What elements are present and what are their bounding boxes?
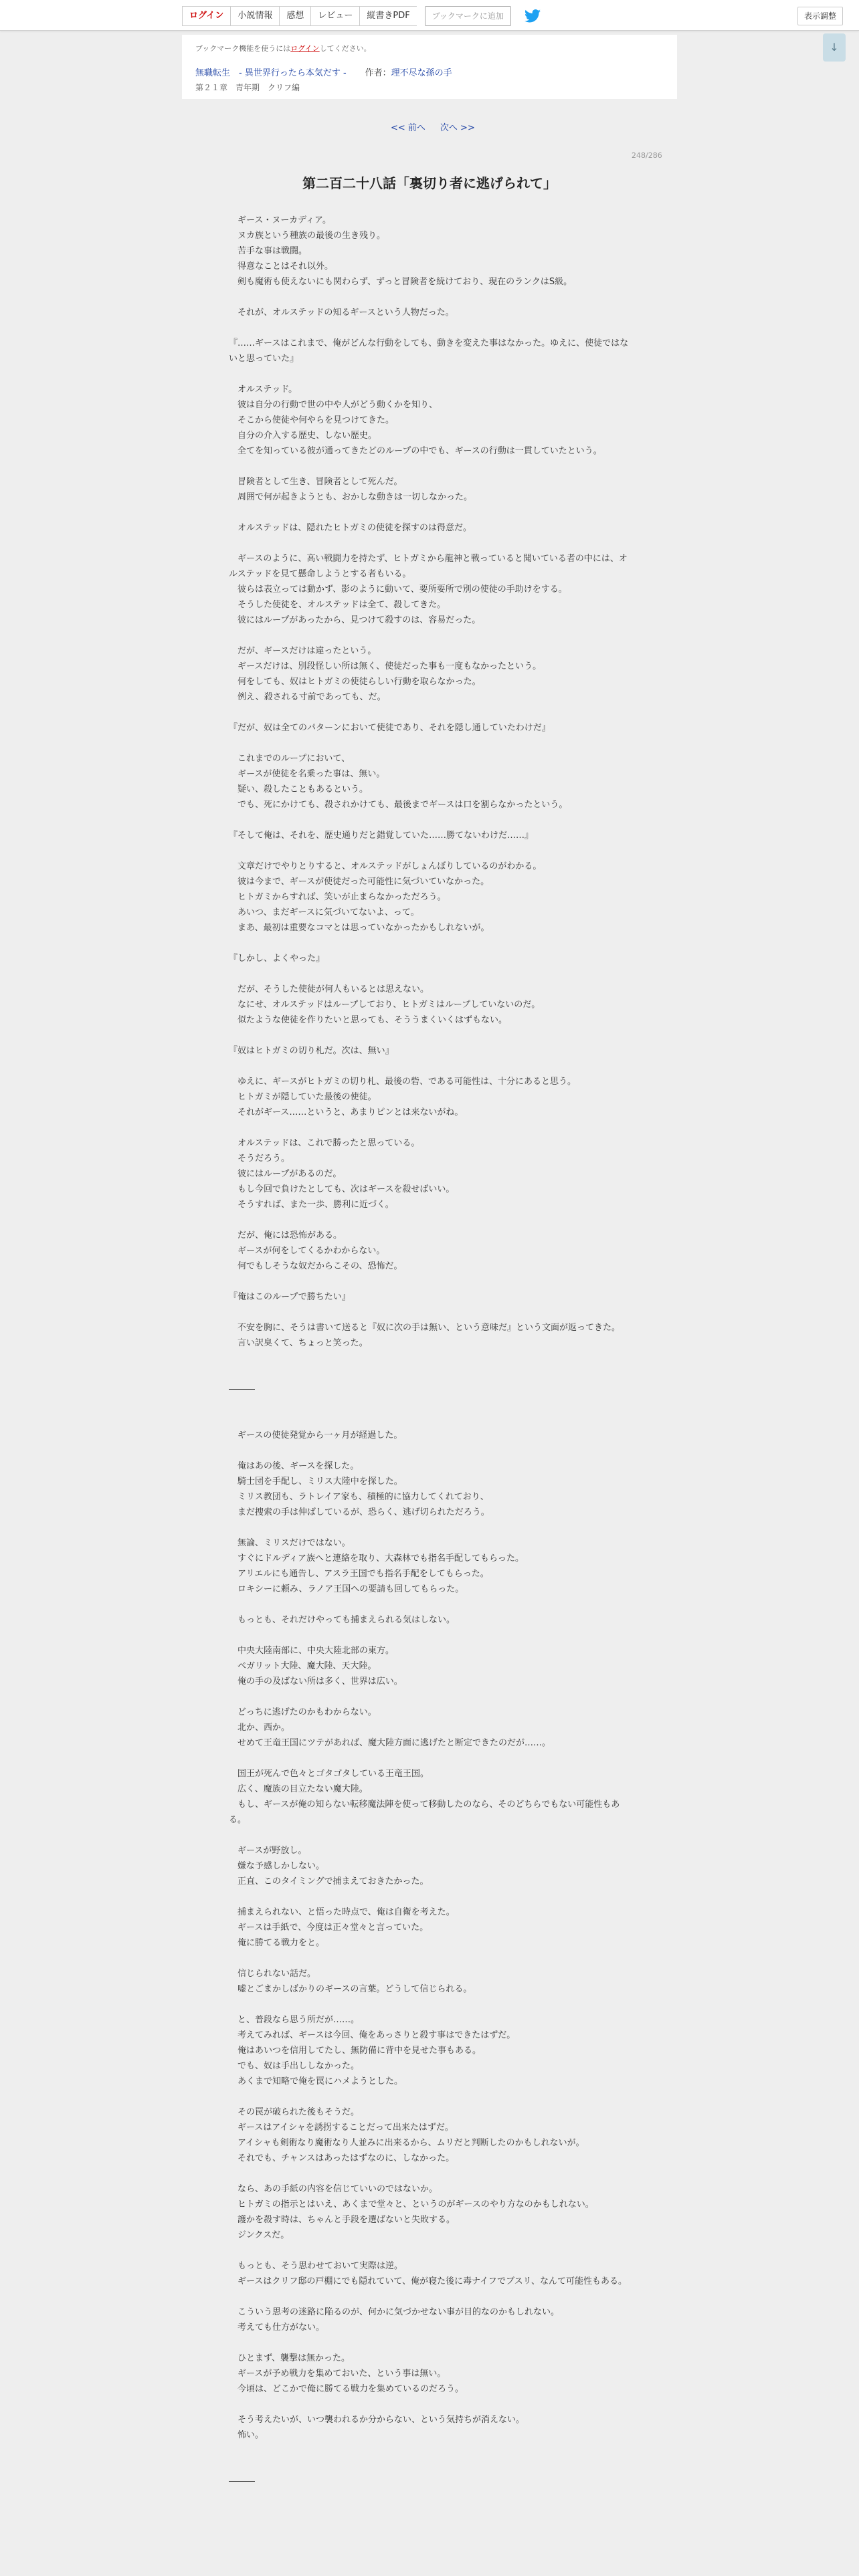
paragraph [229,505,630,520]
paragraph: 怖い。 [229,2430,264,2440]
paragraph: だが、俺には恐怖がある。 [229,1230,343,1241]
paragraph: もし、ギースが俺の知らない転移魔法陣を使って移動したのなら、そのどちらでもない可能性もある。 [229,1800,620,1825]
paragraph: 考えてみれば、ギースは今回、俺をあっさりと殺す事はできたはずだ。 [229,2030,516,2040]
paragraph: ヌカ族という種族の最後の生き残り。 [229,231,386,241]
paragraph: 『俺はこのループで勝ちたい』 [229,1292,351,1302]
paragraph: だが、そうした使徒が何人もいるとは思えない。 [229,984,430,994]
paragraph [229,1120,630,1136]
paragraph: ギースの使徒発覚から一ヶ月が経過した。 [229,1430,403,1440]
paragraph: 正直、このタイミングで捕まえておきたかった。 [229,1876,429,1887]
paragraph: まあ、最初は重要なコマとは思っていなかったかもしれないが。 [229,923,490,933]
paragraph [229,628,630,643]
paragraph: アリエルにも通告し、アスラ王国でも指名手配をしてもらった。 [229,1569,489,1579]
author-link[interactable]: 理不尽な孫の手 [391,68,452,78]
paragraph: 考えても仕方がない。 [229,2323,325,2333]
paragraph: 『そして俺は、それを、歴史通りだと錯覚していた……勝てないわけだ……』 [229,831,534,841]
paragraph: ゆえに、ギースがヒトガミの切り札、最後の砦、である可能性は、十分にあると思う。 [229,1077,576,1087]
paragraph: ギース・ヌーカディア。 [229,215,332,225]
paragraph: ギースはアイシャを誘拐することだって出来たはずだ。 [229,2123,454,2133]
paragraph [229,290,630,305]
paragraph: ギースが何をしてくるかわからない。 [229,1246,385,1256]
page-count: 248/286 [632,151,662,160]
paragraph [229,1366,630,1382]
paragraph [229,320,630,336]
paragraph: あいつ、まだギースに気づいてないよ、って。 [229,907,419,918]
novel-info-link[interactable]: 小説情報 [230,6,279,26]
paragraph [229,705,630,720]
paragraph [229,1951,630,1966]
paragraph: これまでのループにおいて、 [229,754,351,764]
paragraph: 信じられない話だ。 [229,1969,316,1979]
paragraph: 言い訳臭くて、ちょっと笑った。 [229,1338,368,1348]
paragraph: 北か、西か。 [229,1723,290,1733]
paragraph [229,2397,630,2412]
paragraph: 騎士団を手配し、ミリス大陸中を探した。 [229,1477,403,1487]
paragraph: 例え、殺される寸前であっても、だ。 [229,692,386,702]
paragraph: 『……ギースはこれまで、俺がどんな行動をしても、動きを変えた事はなかった。ゆえに、使徒ではないと思っていた』 [229,338,629,364]
paragraph: 今頃は、どこかで俺に勝てる戦力を集めているのだろう。 [229,2384,464,2394]
paragraph: 俺はあいつを信用してたし、無防備に背中を見せた事もある。 [229,2046,482,2056]
paragraph: 苦手な事は戦闘。 [229,246,308,256]
chapter-subtitle: 第２１章 青年期 クリフ編 [195,83,300,92]
paragraph: 嫌な予感しかしない。 [229,1861,325,1871]
paragraph: オルステッド。 [229,385,298,395]
pager [391,120,490,133]
paragraph: そうだろう。 [229,1154,290,1164]
display-settings-button[interactable]: 表示調整 [797,7,843,25]
paragraph: ギースが使徒を名乗った事は、無い。 [229,769,385,779]
paragraph: ベガリット大陸、魔大陸、天大陸。 [229,1661,377,1671]
paragraph: 彼にはループがあったから、見つけて殺すのは、容易だった。 [229,615,481,625]
paragraph: 彼は今まで、ギースが使徒だった可能性に気づいていなかった。 [229,877,490,887]
paragraph [229,1997,630,2012]
paragraph: 『だが、奴は全てのパターンにおいて使徒であり、それを隠し通していたわけだ』 [229,723,551,733]
paragraph [229,1274,630,1289]
paragraph: ロキシーに頼み、ラノア王国への要請も回してもらった。 [229,1584,464,1594]
add-bookmark-button[interactable]: ブックマークに追加 [425,6,511,26]
paragraph: 彼は自分の行動で世の中や人がどう動くかを知り、 [229,400,438,410]
paragraph: ――― [229,2476,255,2486]
paragraph: ヒトガミからすれば、笑いが止まらなかっただろう。 [229,892,446,902]
paragraph [229,1412,630,1428]
paragraph [229,1628,630,1643]
paragraph: でも、死にかけても、殺されかけても、最後までギースは口を割らなかったという。 [229,800,568,810]
paragraph: 文章だけでやりとりすると、オルステッドがしょんぼりしているのがわかる。 [229,861,542,871]
paragraph [229,1751,630,1766]
paragraph: と、普段なら思う所だが……。 [229,2015,360,2025]
paragraph [229,536,630,551]
top-header [0,0,859,31]
scroll-down-button[interactable]: ↓ [823,33,846,62]
author-label: 作者： [365,68,391,78]
paragraph: 『しかし、よくやった』 [229,954,325,964]
paragraph [229,1397,630,1412]
paragraph: ギースのように、高い戦闘力を持たず、ヒトガミから龍神と戦っていると聞いている者の中には、オルステッドを見て懸命しようとする者もいる。 [229,554,628,579]
paragraph: ギースが野放し。 [229,1846,307,1856]
paragraph [229,2289,630,2304]
paragraph: 似たような使徒を作りたいと思っても、そううまくいくはずもない。 [229,1015,508,1025]
chapter-title: 第二百二十八話「裏切り者に逃げられて」 [302,175,557,191]
paragraph: 疑い、殺したこともあるという。 [229,784,369,794]
paragraph: 彼にはループがあるのだ。 [229,1169,342,1179]
paragraph: まだ捜索の手は伸ばしているが、恐らく、逃げ切られただろう。 [229,1507,490,1517]
paragraph: すぐにドルディア族へと連絡を取り、大森林でも指名手配してもらった。 [229,1553,524,1564]
paragraph: 俺に勝てる戦力をと。 [229,1938,325,1948]
paragraph: どっちに逃げたのかもわからない。 [229,1707,377,1717]
paragraph: オルステッドは、隠れたヒトガミの使徒を探すのは得意だ。 [229,523,472,533]
paragraph: 俺の手の及ばない所は多く、世界は広い。 [229,1677,403,1687]
paragraph: そうすれば、また一歩、勝利に近づく。 [229,1200,394,1210]
paragraph [229,2089,630,2105]
paragraph: それが、オルステッドの知るギースという人物だった。 [229,308,454,318]
paragraph [229,1059,630,1074]
paragraph [229,1597,630,1612]
paragraph: そう考えたいが、いつ襲われるか分からない、という気持ちが消えない。 [229,2415,525,2425]
paragraph: せめて王竜王国にツテがあれば、魔大陸方面に逃げたと断定できたのだが……。 [229,1738,551,1748]
notice-login-link[interactable]: ログイン [290,44,320,53]
paragraph: そうした使徒を、オルステッドは全て、殺してきた。 [229,600,446,610]
paragraph: アイシャも剣術なり魔術なり人並みに出来るから、ムリだと判断したのかもしれないが。 [229,2138,585,2148]
vertical-pdf-link[interactable]: 縦書きPDF [359,6,416,26]
paragraph: 剣も魔術も使えないにも関わらず、ずっと冒険者を続けており、現在のランクはS級。 [229,277,573,287]
paragraph: 嘘とごまかしばかりのギースの言葉。どうして信じられる。 [229,1984,472,1994]
paragraph [229,1028,630,1043]
paragraph: 国王が死んで色々とゴタゴタしている王竜王国。 [229,1769,430,1779]
paragraph: もっとも、そう思わせておいて実際は逆。 [229,2261,403,2271]
paragraph: もっとも、それだけやっても捕まえられる気はしない。 [229,1615,456,1625]
paragraph: 彼らは表立っては動かず、影のように動いて、要所要所で別の使徒の手助けをする。 [229,584,567,595]
paragraph [229,1351,630,1366]
twitter-icon[interactable] [524,9,541,23]
paragraph [229,2166,630,2181]
paragraph: こういう思考の迷路に陥るのが、何かに気づかせない事が目的なのかもしれない。 [229,2307,560,2317]
paragraph: ミリス教団も、ラトレイア家も、積極的に協力してくれており、 [229,1492,489,1502]
paragraph: ギースは手紙で、今度は正々堂々と言っていた。 [229,1923,429,1933]
paragraph [229,936,630,951]
paragraph: 何でもしそうな奴だからこその、恐怖だ。 [229,1261,403,1271]
paragraph: その罠が破られた後もそうだ。 [229,2107,360,2117]
paragraph: 周囲で何が起きようとも、おかしな動きは一切しなかった。 [229,492,473,502]
paragraph: ヒトガミが隠していた最後の使徒。 [229,1092,377,1102]
paragraph [229,1889,630,1905]
paragraph: そこから使徒や何やらを見つけてきた。 [229,415,395,425]
paragraph: ジンクスだ。 [229,2230,290,2240]
paragraph: でも、奴は手出ししなかった。 [229,2061,360,2071]
paragraph: 中央大陸南部に、中央大陸北部の東方。 [229,1646,395,1656]
paragraph [229,1443,630,1459]
paragraph: 冒険者として生き、冒険者として死んだ。 [229,477,403,487]
paragraph: 広く、魔族の目立たない魔大陸。 [229,1784,368,1794]
paragraph: 全てを知っている彼が通ってきたどのループの中でも、ギースの行動は一貫していたという。 [229,446,602,456]
paragraph: もし今回で負けたとしても、次はギースを殺せばいい。 [229,1184,455,1194]
paragraph [229,1520,630,1535]
paragraph [229,2443,630,2458]
novel-info-box [182,35,677,99]
novel-title-line [195,66,452,78]
paragraph [229,843,630,859]
impressions-link[interactable]: 感想 [279,6,310,26]
paragraph: なら、あの手紙の内容を信じていいのではないか。 [229,2184,438,2194]
paragraph: あくまで知略で俺を罠にハメようとした。 [229,2076,403,2086]
paragraph: ――― [229,1384,255,1394]
novel-body-text [229,213,630,2489]
header-nav [182,5,541,27]
paragraph: ひとまず、襲撃は無かった。 [229,2353,350,2363]
paragraph: ギースが予め戦力を集めておいた、という事は無い。 [229,2369,446,2379]
paragraph [229,2335,630,2351]
paragraph [229,2458,630,2474]
paragraph: 得意なことはそれ以外。 [229,261,334,272]
paragraph: ヒトガミの指示とはいえ、あくまで堂々と、というのがギースのやり方なのかもしれない。 [229,2199,594,2210]
paragraph: それでも、チャンスはあったはずなのに、しなかった。 [229,2153,455,2163]
login-link[interactable]: ログイン [182,6,230,26]
paragraph: 不安を胸に、そうは書いて送ると『奴に次の手は無い、という意味だ』という文面が返ってきた。 [229,1323,621,1333]
paragraph [229,1828,630,1843]
paragraph: 護かを殺す時は、ちゃんと手段を選ばないと失敗する。 [229,2215,456,2225]
paragraph [229,736,630,751]
novel-title-link[interactable]: 無職転生 - 異世界行ったら本気だす - [195,68,347,78]
paragraph: ギースだけは、別段怪しい所は無く、使徒だった事も一度もなかったという。 [229,661,542,671]
paragraph: 『奴はヒトガミの切り札だ。次は、無い』 [229,1046,394,1056]
paragraph [229,813,630,828]
paragraph: なにせ、オルステッドはループしており、ヒトガミはループしていないのだ。 [229,1000,541,1010]
paragraph: 捕まえられない、と悟った時点で、俺は自衛を考えた。 [229,1907,455,1917]
paragraph: ギースはクリフ邸の戸棚にでも隠れていて、俺が寝た後に毒ナイフでブスリ、なんて可能性もある。 [229,2276,628,2286]
paragraph: 俺はあの後、ギースを探した。 [229,1461,359,1471]
paragraph [229,366,630,382]
paragraph [229,2243,630,2258]
paragraph: だが、ギースだけは違ったという。 [229,646,377,656]
prev-page-link[interactable]: << 前へ [391,123,425,133]
paragraph [229,966,630,982]
paragraph: 自分の介入する歴史、しない歴史。 [229,431,377,441]
paragraph: 何をしても、奴はヒトガミの使徒らしい行動を取らなかった。 [229,677,481,687]
paragraph [229,459,630,474]
paragraph [229,1305,630,1320]
login-notice: ブックマーク機能を使うにはログインしてください。 [195,44,371,53]
next-page-link[interactable]: 次へ >> [440,123,475,133]
paragraph: オルステッドは、これで勝ったと思っている。 [229,1138,420,1148]
review-link[interactable]: レビュー [310,6,359,26]
paragraph: 無論、ミリスだけではない。 [229,1538,351,1548]
paragraph [229,1212,630,1228]
paragraph: それがギース……というと、あまりピンとは来ないがね。 [229,1107,464,1117]
paragraph [229,1689,630,1705]
